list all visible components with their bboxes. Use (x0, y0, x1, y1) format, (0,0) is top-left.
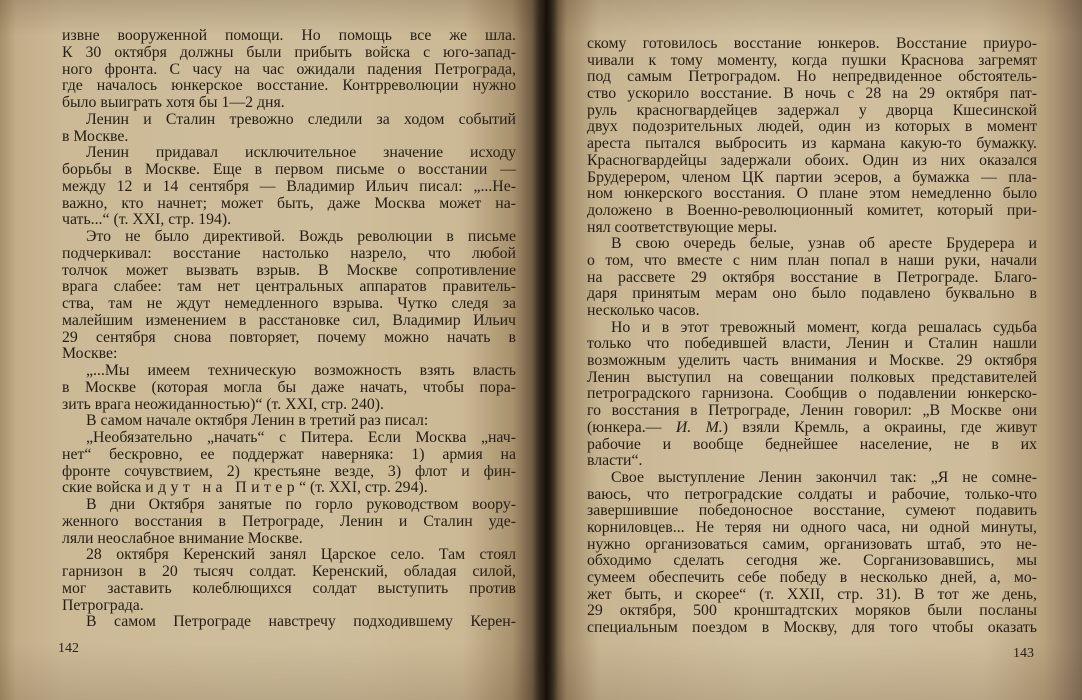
text-line: Свое выступление Ленин закончил так: „Я не сомне- (611, 468, 1037, 486)
text-line: только что победившей власти, Ленин и Сталин нашли (587, 335, 1037, 353)
text-line: Красногвардейцы задержали обоих. Один из них оказался (587, 151, 1037, 169)
paragraph (62, 28, 516, 112)
text-line: нужно организоваться самим, организовать штаб, это не- (587, 535, 1037, 553)
text-run: ) взяли Кремль, а окраины, где живут (722, 418, 1037, 436)
text-line: 29 октября, 500 кронштадтских моряков были посланы (587, 602, 1037, 620)
paragraph (62, 363, 516, 413)
text-line: борьбы в Москве. Еще в первом письме о восстании — (62, 161, 516, 178)
paragraph (587, 236, 1037, 319)
paragraph (62, 614, 516, 631)
text-line: Ленин выступил на совещании полковых представителей (587, 368, 1037, 386)
text-line: Брудерером, членом ЦК партии эсеров, а бумажка — пла- (587, 168, 1037, 186)
text-line: специальным поездом в Москву, для того чтобы оказать (587, 619, 1037, 637)
text-line: врага слабее: там нет центральных аппаратов правитель- (62, 278, 516, 296)
text-line: жет быть, и скорее“ (т. XXII, стр. 31). В тот же день, (587, 585, 1037, 603)
text-run: ские войска (62, 479, 146, 497)
text-line: на рассвете 29 октября восстание в Петрограде. Благо- (587, 268, 1037, 286)
text-line: нял соответствующие меры. (587, 218, 778, 236)
text-line: обходимо сделать сегодня же. Сорганизовавшись, мы (587, 552, 1037, 570)
paragraph (62, 547, 516, 614)
text-line: власти“. (587, 452, 643, 470)
right-page (545, 0, 1082, 700)
text-line: даря принятым мерам оно было подавлено буквально в (587, 285, 1037, 303)
text-line: „...Мы имеем техническую возможность взять власть (86, 362, 516, 379)
text-line: Москве: (62, 345, 118, 363)
paragraph (62, 112, 516, 146)
text-line: сумеем обеспечить себе победу в несколько дней, а, мо- (587, 569, 1037, 586)
paragraph (62, 430, 516, 497)
text-line: зить врага неожиданностью)“ (т. XXI, стр. 240). (62, 395, 384, 413)
paragraph (62, 145, 516, 229)
text-line: подчеркивал: восстание настолько назрело, что любой (62, 244, 516, 262)
book-spine (532, 0, 558, 700)
text-line: петроградского гарнизона. Сообщив о подавлении юнкерско- (587, 385, 1037, 403)
text-line: руль красногвардейцев задержал у дворца Кшесинской (587, 101, 1037, 119)
text-line: Но и в этот тревожный момент, когда решалась судьба (611, 318, 1037, 336)
text-line: завершившие победоносное восстание, сумеют подавить (587, 502, 1037, 520)
text-line (62, 480, 516, 497)
text-line: женного восстания в Петрограде, Ленин и Сталин уде- (62, 512, 516, 530)
text-line: двух подозрительных людей, один из которых в момент (587, 118, 1037, 136)
text-line: доложено в Военно-революционный комитет, который при- (587, 201, 1037, 219)
text-line: Это не было директивой. Вождь революции в письме (86, 228, 516, 245)
spaced-emphasis: идут на Питер (145, 479, 300, 497)
text-line: чать...“ (т. XXI, стр. 194). (62, 211, 232, 229)
paragraph (587, 470, 1037, 637)
page-number-left: 142 (58, 641, 79, 656)
text-line: малейшим изменением в расстановке сил, Владимир Ильич (62, 311, 516, 329)
text-line: ном юнкерского восстания. О плане этом немедленно было (587, 185, 1037, 203)
text-line: К 30 октября должны были прибыть войска с юго-запад- (62, 43, 516, 61)
left-page-text (62, 28, 516, 631)
text-line: о том, что вместе с ним план попал в наши руки, начали (587, 251, 1037, 269)
text-line: где началось юнкерское восстание. Контрреволюции нужно (62, 77, 516, 95)
text-line: Ленин и Сталин тревожно следили за ходом событий (86, 110, 516, 128)
text-line: скому готовилось восстание юнкеров. Восстание приуро- (587, 35, 1037, 52)
text-line: ство ускорило восстание. В ночь с 28 на 29 октября пат- (587, 85, 1037, 103)
text-line: возможным уделить часть внимания и Москве. 29 октября (587, 352, 1037, 370)
paragraph (587, 320, 1037, 470)
page-number-right: 143 (1013, 646, 1034, 661)
text-line: под самым Петроградом. Но непредвиденное обстоятель- (587, 68, 1037, 86)
text-line: В дни Октября занятые по горло руководством воору- (86, 496, 516, 513)
italic-initials: И. М. (675, 418, 723, 436)
text-line: между 12 и 14 сентября — Владимир Ильич писал: „...Не- (62, 177, 516, 195)
text-line: в Москве (которая могла бы даже начать, чтобы пора- (62, 378, 516, 396)
text-line: корниловцев... Не теряя ни одного часа, ни одной минуты, (587, 518, 1037, 536)
text-line: ареста пытался выбросить из кармана какую-то бумажку. (587, 135, 1037, 153)
text-line: важно, кто начнет; может быть, даже Москва может на- (62, 194, 516, 212)
text-line: „Необязательно „начать“ с Питера. Если Москва „нач- (86, 429, 516, 446)
text-line: Ленин придавал исключительное значение исходу (86, 144, 516, 162)
paragraph (587, 36, 1037, 236)
text-line: 28 октября Керенский занял Царское село. Там стоял (86, 546, 516, 564)
text-line: Петрограда. (62, 596, 144, 614)
text-line: В свою очередь белые, узнав об аресте Брудерера и (611, 235, 1037, 253)
text-line: в Москве. (62, 127, 129, 145)
text-line: ства, там не ждут немедленного взрыва. Чутко следя за (62, 295, 516, 312)
text-line: рабочие и вообще беднейшее население, не в их (587, 435, 1037, 453)
text-line: было выиграть хотя бы 1—2 дня. (62, 94, 285, 111)
text-line (587, 420, 1037, 437)
paragraph (62, 229, 516, 363)
text-line: несколько часов. (587, 302, 700, 319)
text-line: ляли неослабное внимание Москве. (62, 529, 303, 547)
text-line: толчок может вызвать взрыв. В Москве сопротивление (62, 261, 516, 279)
text-line: мог заставить колеблющихся солдат выступить против (62, 579, 516, 597)
text-run: (юнкера.— (587, 418, 676, 436)
text-line: ного фронта. С часу на час ожидали падения Петрограда, (62, 60, 516, 78)
text-line: ваюсь, что петроградские солдаты и рабочие, только-что (587, 485, 1037, 503)
text-line: чивали к тому моменту, когда пушки Краснова загремят (587, 51, 1037, 69)
text-line: го восстания в Петрограде, Ленин говорил: „В Москве они (587, 402, 1037, 420)
text-line: фронте сочувствием, 2) крестьяне везде, 3) флот и фин- (62, 462, 516, 480)
paragraph (62, 497, 516, 547)
text-line: 29 сентября снова повторяет, почему можно начать в (62, 328, 516, 346)
paragraph (62, 413, 516, 430)
text-line: В самом начале октября Ленин в третий раз писал: (86, 412, 429, 430)
text-line: нет“ бескровно, ее поддержат наверняка: 1) армия на (62, 445, 516, 463)
text-line: извне вооруженной помощи. Но помощь все же шла. (62, 27, 516, 44)
text-line: В самом Петрограде навстречу подходившему Керен- (86, 613, 516, 631)
right-page-text (587, 36, 1037, 637)
text-run: “ (т. XXI, стр. 294). (299, 479, 428, 497)
text-line: гарнизон в 20 тысяч солдат. Керенский, обладая силой, (62, 563, 516, 580)
